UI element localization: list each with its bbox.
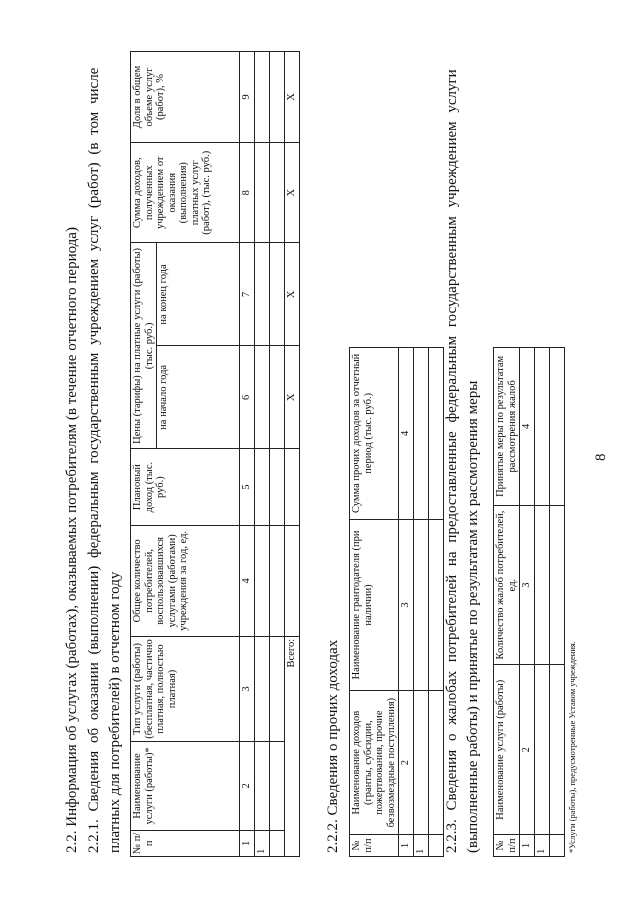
header-row: [131, 52, 157, 857]
row-number: 1: [414, 835, 429, 857]
col-number: 1: [520, 835, 535, 857]
col-number: 2: [399, 691, 414, 835]
total-mark: X: [285, 143, 300, 244]
table-row: [550, 348, 565, 857]
header-planned-income: Плановый доход (тыс. руб.): [131, 449, 240, 526]
header-income-sum: Сумма доходов, полученных учреждением от оказания (выполнения) платных услуг (работ), (тыс. руб.): [131, 143, 240, 244]
header-service-type: Тип услуги (работы) (бесплатная, частично платная, полностью платная): [131, 636, 240, 741]
col-number: 5: [240, 449, 255, 526]
complaints-table: [493, 347, 565, 857]
header-price-end: на конец года: [157, 243, 240, 346]
header-service-name: Наименование услуги (работы): [494, 665, 520, 835]
table-row: [255, 52, 270, 857]
row-number: 1: [255, 830, 270, 856]
col-number: 7: [240, 243, 255, 346]
col-number: 1: [240, 830, 255, 856]
col-number: 6: [240, 346, 255, 449]
header-num: № п/п: [350, 835, 399, 857]
header-num: № п/п: [131, 830, 240, 856]
table-row: [414, 348, 429, 857]
section-title: 2.2. Информация об услугах (работах), оказываемых потребителям (в течение отчетного периода): [64, 227, 80, 853]
column-number-row: [399, 348, 414, 857]
total-mark: X: [285, 52, 300, 143]
page-number: 8: [593, 453, 609, 461]
header-num: № п/п: [494, 835, 520, 857]
total-row: [285, 52, 300, 857]
header-service-name: Наименование услуги (работы)*: [131, 742, 240, 831]
column-number-row: [520, 348, 535, 857]
col-number: 4: [399, 348, 414, 520]
header-prices: Цены (тарифы) на платные услуги (работы) (тыс. руб.): [131, 243, 157, 449]
col-number: 3: [399, 519, 414, 691]
header-consumers-count: Общее количество потребителей, воспользовавшихся услугами (работами) учреждения за год, ед.: [131, 525, 240, 636]
header-price-start: на начало года: [157, 346, 240, 449]
subsection-3-title-line2: (выполненные работы) и принятые по результатам их рассмотрения меры: [465, 380, 481, 853]
header-other-income-sum: Сумма прочих доходов за отчетный период (тыс. руб.): [350, 348, 399, 520]
col-number: 4: [240, 525, 255, 636]
col-number: 2: [240, 742, 255, 831]
header-grantor: Наименование грантодателя (при наличии): [350, 519, 399, 691]
services-table: [130, 51, 300, 857]
other-income-table: [349, 347, 444, 857]
header-share: Доля в общем объеме услуг (работ), %: [131, 52, 240, 143]
table-row: [429, 348, 444, 857]
subsection-3-title-line1: 2.2.3. Сведения о жалобах потребителей на предоставленные федеральным государственным учреждением услуги: [444, 69, 460, 853]
total-label: Всего:: [285, 636, 300, 856]
subsection-1-title-line2: платных для потребителей) в отчетном году: [107, 571, 123, 853]
col-number: 4: [520, 348, 535, 506]
column-number-row: [240, 52, 255, 857]
header-row: [494, 348, 520, 857]
header-row: [350, 348, 399, 857]
row-number: 1: [535, 835, 550, 857]
col-number: 3: [520, 505, 535, 665]
col-number: 1: [399, 835, 414, 857]
header-measures: Принятые меры по результатам рассмотрения жалоб: [494, 348, 520, 506]
footnote: *Услуги (работы), предусмотренные Уставом учреждения.: [567, 641, 577, 853]
total-mark: X: [285, 346, 300, 449]
col-number: 2: [520, 665, 535, 835]
table-row: [535, 348, 550, 857]
subsection-1-title-line1: 2.2.1. Сведения об оказании (выполнении) федеральным государственным учреждением услуг (работ) (в том числе: [86, 67, 102, 853]
col-number: 3: [240, 636, 255, 741]
table-row: [270, 52, 285, 857]
header-complaints-count: Количество жалоб потребителей, ед.: [494, 505, 520, 665]
header-income-name: Наименование доходов (гранты, субсидии, пожертвования, прочие безвозмездные поступления): [350, 691, 399, 835]
subsection-2-title: 2.2.2. Сведения о прочих доходах: [325, 639, 341, 853]
total-mark: X: [285, 243, 300, 346]
col-number: 8: [240, 143, 255, 244]
col-number: 9: [240, 52, 255, 143]
